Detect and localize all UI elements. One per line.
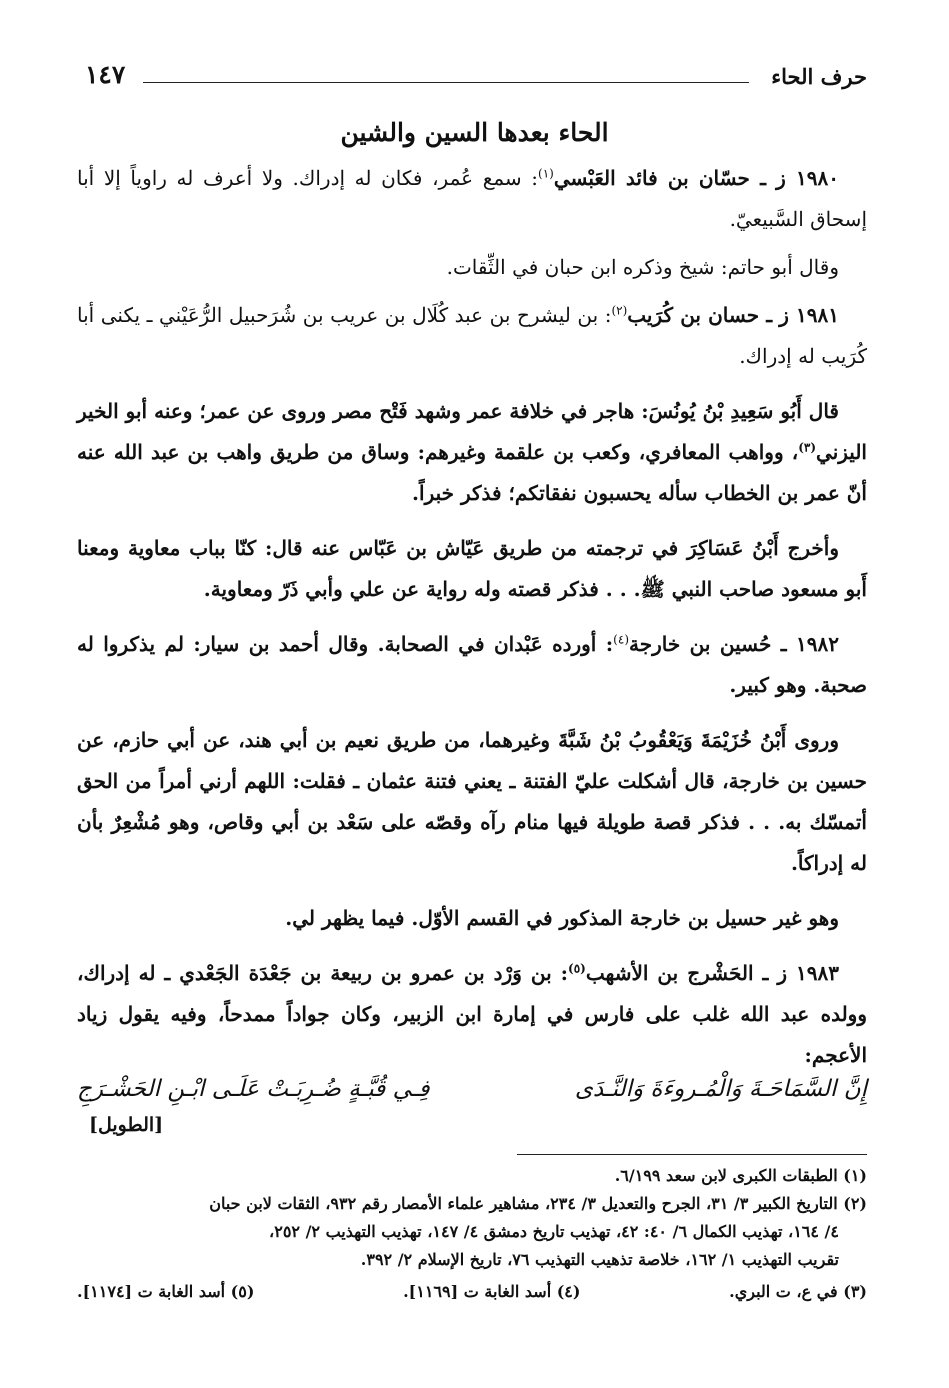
- paragraph-text: وهو غير حسيل بن خارجة المذكور في القسم الأوّل. فيما يظهر لي.: [285, 906, 839, 930]
- entry-heading: ١٩٨٣ ز ـ الحَشْرج بن الأشهب: [585, 961, 839, 985]
- entry-text: : سمع عُمر، فكان له إدراك. ولا أعرف له راوياً إلا أبا إسحاق السَّبيعيّ.: [77, 166, 867, 231]
- paragraph-text: ، وواهب المعافري، وكعب بن علقمة وغيرهم: وساق من طريق واهب بن عبد الله عنه أنّ عمر بن الخطاب سأله يحسبون نفقاتكم؛ فذكر خبراً.: [77, 440, 867, 505]
- entry-heading: ١٩٨٠ ز ـ حسّان بن فائد العَبْسي: [553, 166, 840, 190]
- entry-text: : بن وَرْد بن عمرو بن ربيعة بن جَعْدَة الجَعْدي ـ له إدراك، وولده عبد الله غلب على فارس في إمارة ابن الزبير، وكان جواداً ممدحاً، وفيه يقول زياد الأعجم:: [77, 961, 867, 1067]
- entry-text: : بن ليشرح بن عبد كُلَال بن عريب بن شُرَحبيل الرُّعَيْني ـ يكنى أبا كُرَيب له إدراك.: [77, 303, 867, 368]
- verse-second-half: فِـي قُبَّـةٍ ضُـرِبَـتْ عَلَـى ابْـنِ الحَشْـرَجِ: [77, 1076, 430, 1102]
- entry-text: : أورده عَبْدان في الصحابة. وقال أحمد بن سيار: لم يذكروا له صحبة. وهو كبير.: [77, 632, 867, 697]
- main-text: [77, 158, 867, 1083]
- paragraph: [77, 720, 867, 884]
- entry-1982: [77, 624, 867, 706]
- footnote-1: (١) الطبقات الكبرى لابن سعد ٦/١٩٩.: [614, 1166, 867, 1185]
- entry-heading: ١٩٨١ ز ـ حسان بن كُرَيب: [627, 303, 840, 327]
- entry-1981: [77, 295, 867, 377]
- footnote-ref: (٣): [798, 440, 817, 455]
- verse-meter: [الطويل]: [89, 1114, 164, 1136]
- footnote-3: (٣) في ع، ت البري.: [729, 1282, 867, 1301]
- paragraph: [77, 391, 867, 514]
- paragraph-text: وقال أبو حاتم: شيخ وذكره ابن حبان في الثِّقات.: [446, 255, 839, 279]
- running-head: حرف الحاء: [771, 64, 867, 89]
- footnote-row: [77, 1278, 867, 1306]
- paragraph-text: قال أَبُو سَعِيدِ بْنُ يُونُسَ: هاجر في خلافة عمر وشهد فَتْح مصر وروى عن عمر؛ وعنه أبو الخير اليزني: [77, 399, 867, 464]
- footnotes: [77, 1162, 867, 1306]
- footnote-ref: (٢): [611, 303, 628, 318]
- footnote-ref: (٥): [568, 961, 586, 976]
- entry-1983: [77, 953, 867, 1076]
- verse-first-half: إِنَّ السَّمَاحَـةَ وَالْمُـروءَةَ وَالنَّـدَى: [574, 1076, 867, 1102]
- footnote-4: (٤) أسد الغابة ت [١١٦٩].: [403, 1282, 581, 1301]
- footnote-2-continued: تقريب التهذيب ١/ ١٦٢، خلاصة تذهيب التهذيب ٧٦، تاريخ الإسلام ٢/ ٣٩٢.: [360, 1250, 839, 1269]
- footnote-separator: [517, 1154, 867, 1155]
- footnote-2: (٢) التاريخ الكبير ٣/ ٣١، الجرح والتعديل ٣/ ٢٣٤، مشاهير علماء الأمصار رقم ٩٣٢، الثقات لابن حبان: [209, 1194, 867, 1213]
- entry-1980: [77, 158, 867, 240]
- entry-heading: ١٩٨٢ ـ حُسين بن خارجة: [629, 632, 840, 656]
- page-header: [85, 58, 867, 98]
- footnote-5: (٥) أسد الغابة ت [١١٧٤].: [77, 1282, 255, 1301]
- footnote-2-continued: ٤/ ١٦٤، تهذيب الكمال ٦/ ٤٠: ٤٢، تهذيب تاريخ دمشق ٤/ ١٤٧، تهذيب التهذيب ٢/ ٢٥٢،: [269, 1222, 839, 1241]
- paragraph: [77, 528, 867, 610]
- paragraph-text: وأخرج أَبْنُ عَسَاكِرَ في ترجمته من طريق عَيّاش بن عَبّاس عنه قال: كنّا بباب معاوية ومعنا أَبو مسعود صاحب النبي ﷺ. . . فذكر قصته وله رواية عن علي وأبي ذَرّ ومعاوية.: [77, 536, 867, 601]
- paragraph: [77, 247, 867, 288]
- paragraph-text: وروى أَبْنُ خُزَيْمَةَ وَيَعْقُوبُ بْنُ شَبَّةَ وغيرهما، من طريق نعيم بن أبي هند، عن أبي حازم، عن حسين بن خارجة، قال أشكلت عليّ الفتنة ـ يعني فتنة عثمان ـ فقلت: اللهم أرني أمراً من الحق أتمسّك به. . . فذكر قصة طويلة فيها منام رآه وقصّه على سَعْد بن أبي وقاص، وهو مُشْعِرٌ بأن له إدراكاً.: [77, 728, 867, 875]
- section-title: الحاء بعدها السين والشين: [340, 118, 609, 147]
- page-number: ١٤٧: [85, 60, 126, 89]
- poetry-verse: [77, 1076, 867, 1112]
- footnote-ref: (٤): [613, 632, 629, 647]
- header-rule: [143, 82, 749, 83]
- paragraph: [77, 898, 867, 939]
- footnote-ref: (١): [538, 166, 554, 181]
